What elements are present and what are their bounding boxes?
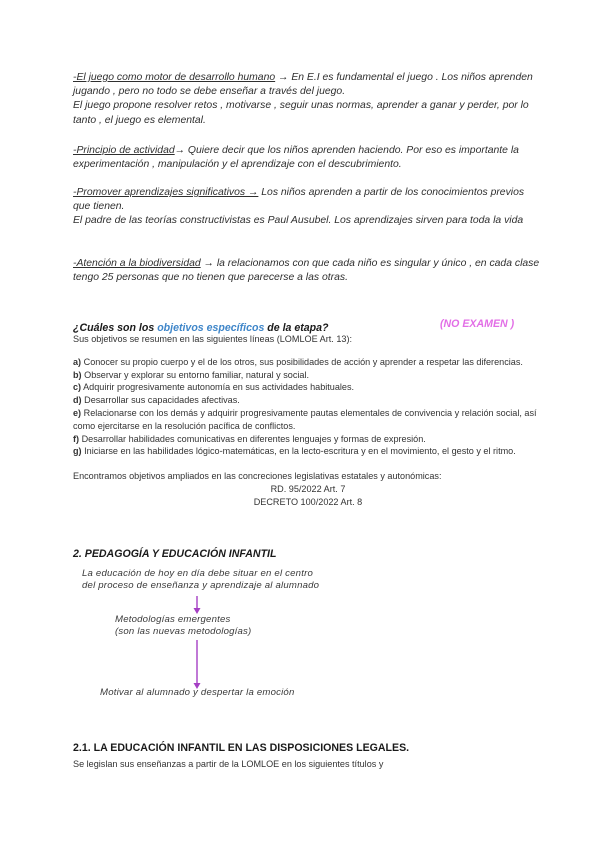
principle-text: → En E.I es fundamental el juego . Los niños aprenden jugando , pero no todo se debe enseñar a través del juego. [73, 72, 533, 98]
principle-text: → la relacionamos con que cada niño es singular y único , en cada clase tengo 25 personas que no tienen que parecerse a las otras. [73, 258, 540, 284]
section-2-1-text: Se legislan sus enseñanzas a partir de la LOMLOE en los siguientes títulos y [73, 759, 384, 769]
objective-text: Conocer su propio cuerpo y el de los otros, sus posibilidades de acción y aprender a respetar las diferencias. [81, 356, 523, 367]
principle-term: -Atención a la biodiversidad [73, 258, 201, 269]
principle-text: Los niños aprenden a partir de los conocimientos previos que tienen. [73, 187, 525, 213]
principle-extra: El juego propone resolver retos , motivarse , seguir unas normas, aprender a ganar y perder, por lo tanto , el juego es elemental. [73, 100, 529, 126]
section-2-1-title: 2.1. LA EDUCACIÓN INFANTIL EN LAS DISPOSICIONES LEGALES. [73, 742, 410, 754]
note-line: La educación de hoy en día debe situar en el centro [82, 568, 314, 579]
objective-text: Iniciarse en las habilidades lógico-matemáticas, en la lecto-escritura y en el movimiento, el gesto y el ritmo. [81, 446, 516, 457]
principle-term: -El juego como motor de desarrollo humano [73, 72, 276, 83]
ref-rd: RD. 95/2022 Art. 7 [270, 483, 346, 494]
objective-letter: b) [73, 369, 82, 380]
objective-letter: c) [73, 382, 82, 393]
objective-letter: d) [73, 395, 82, 406]
objective-letter: e) [73, 407, 82, 418]
handwritten-note-mid [115, 614, 251, 639]
note-line: (son las nuevas metodologías) [115, 626, 252, 638]
objective-text: Observar y explorar su entorno familiar, natural y social. [81, 369, 310, 380]
ref-decreto: DECRETO 100/2022 Art. 8 [253, 496, 363, 507]
principle-term: -Principio de actividad [73, 145, 175, 156]
objective-text: Adquirir progresivamente autonomía en sus actividades habituales. [81, 382, 355, 393]
objective-letter: g) [73, 446, 82, 457]
section-2-title: 2. PEDAGOGÍA Y EDUCACIÓN INFANTIL [73, 548, 277, 560]
objectives-link[interactable]: objetivos específicos [157, 322, 265, 334]
objectives-intro: Sus objetivos se resumen en las siguientes líneas (LOMLOE Art. 13): [73, 334, 353, 344]
principle-text: → Quiere decir que los niños aprenden haciendo. Por eso es importante la experimentación , manipulación y el aprendizaje con el descubrimiento. [73, 145, 519, 171]
objective-letter: a) [73, 356, 82, 367]
note-line: del proceso de enseñanza y aprendizaje al alumnado [82, 580, 320, 592]
no-examen-badge: (NO EXAMEN ) [440, 318, 515, 330]
objective-text: Desarrollar sus capacidades afectivas. [81, 395, 240, 406]
objective-text: Relacionarse con los demás y adquirir progresivamente pautas elementales de convivencia y relación social, así como ejercitarse en la resolución pacífica de conflictos. [73, 407, 537, 431]
principle-extra: El padre de las teorías constructivistas es Paul Ausubel. Los aprendizajes sirven para toda la vida [73, 215, 524, 227]
objective-text: Desarrollar habilidades comunicativas en diferentes lenguajes y formas de expresión. [79, 433, 426, 444]
handwritten-note-bottom: Motivar al alumnado y despertar la emoción [100, 687, 295, 698]
question-post: de la etapa? [264, 322, 329, 334]
question-pre: ¿Cuáles son los [73, 322, 158, 334]
objective-letter: f) [73, 433, 80, 444]
note-line: Metodologías emergentes [115, 614, 231, 625]
objectives-extended: Encontramos objetivos ampliados en las concreciones legislativas estatales y autonómicas: [73, 471, 442, 482]
principle-term: -Promover aprendizajes significativos → [73, 187, 259, 198]
